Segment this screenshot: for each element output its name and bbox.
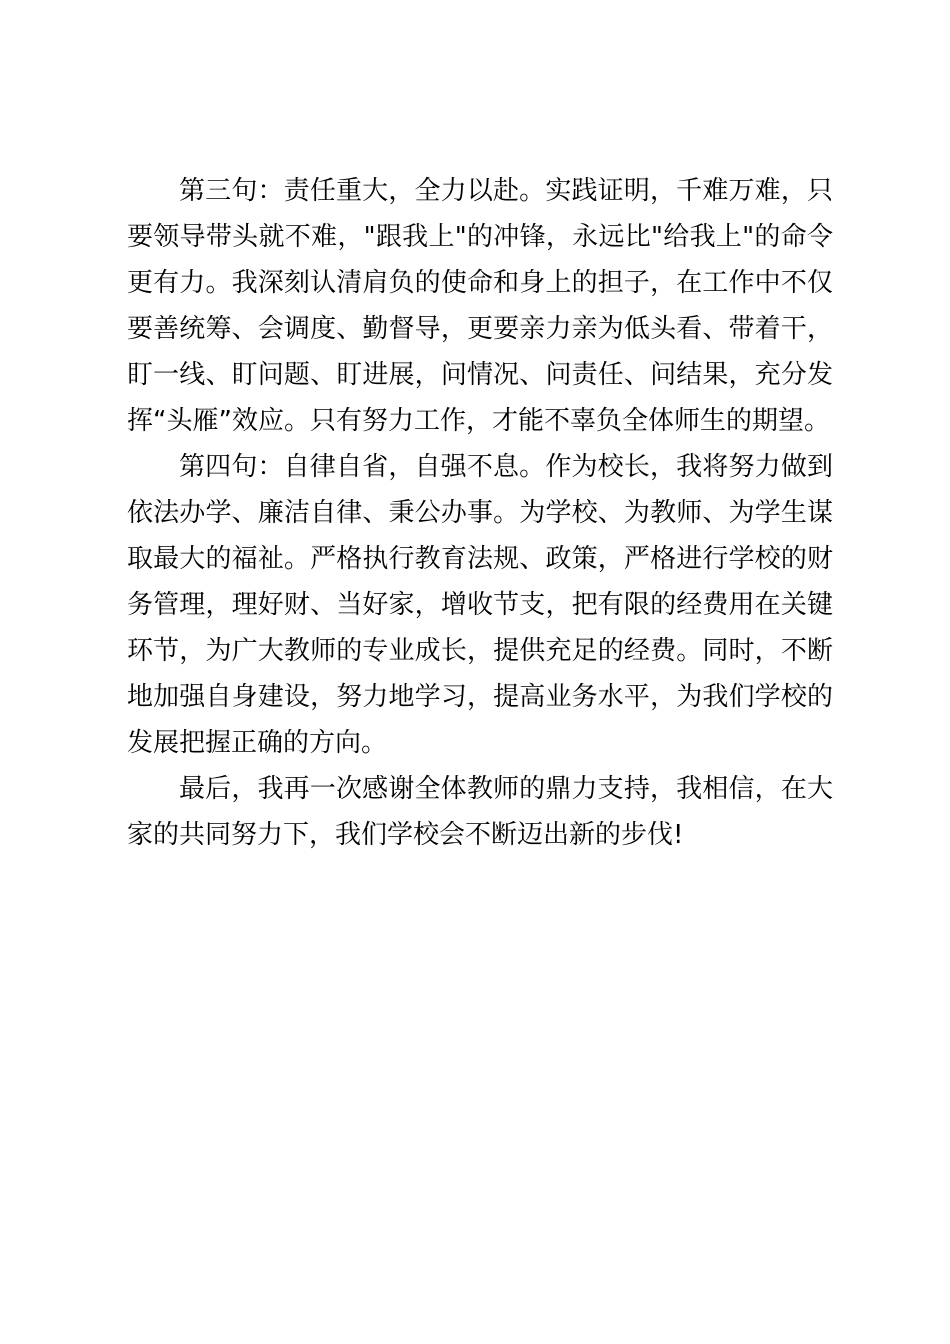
document-body <box>127 168 833 858</box>
paragraph-closing: 最后，我再一次感谢全体教师的鼎力支持，我相信，在大家的共同努力下，我们学校会不断迈出新的步伐! <box>127 774 833 850</box>
paragraph-fourth-sentence: 第四句：自律自省，自强不息。作为校长，我将努力做到依法办学、廉洁自律、秉公办事。为学校、为教师、为学生谋取最大的福祉。严格执行教育法规、政策，严格进行学校的财务管理，理好财、当好家，增收节支，把有限的经费用在关键环节，为广大教师的专业成长，提供充足的经费。同时，不断地加强自身建设，努力地学习，提高业务水平，为我们学校的发展把握正确的方向。 <box>127 452 833 758</box>
paragraph-third-sentence: 第三句：责任重大，全力以赴。实践证明，千难万难，只要领导带头就不难，"跟我上"的冲锋，永远比"给我上"的命令更有力。我深刻认清肩负的使命和身上的担子，在工作中不仅要善统筹、会调度、勤督导，更要亲力亲为低头看、带着干，盯一线、盯问题、盯进展，问情况、问责任、问结果，充分发挥“头雁”效应。只有努力工作，才能不辜负全体师生的期望。 <box>127 176 833 436</box>
